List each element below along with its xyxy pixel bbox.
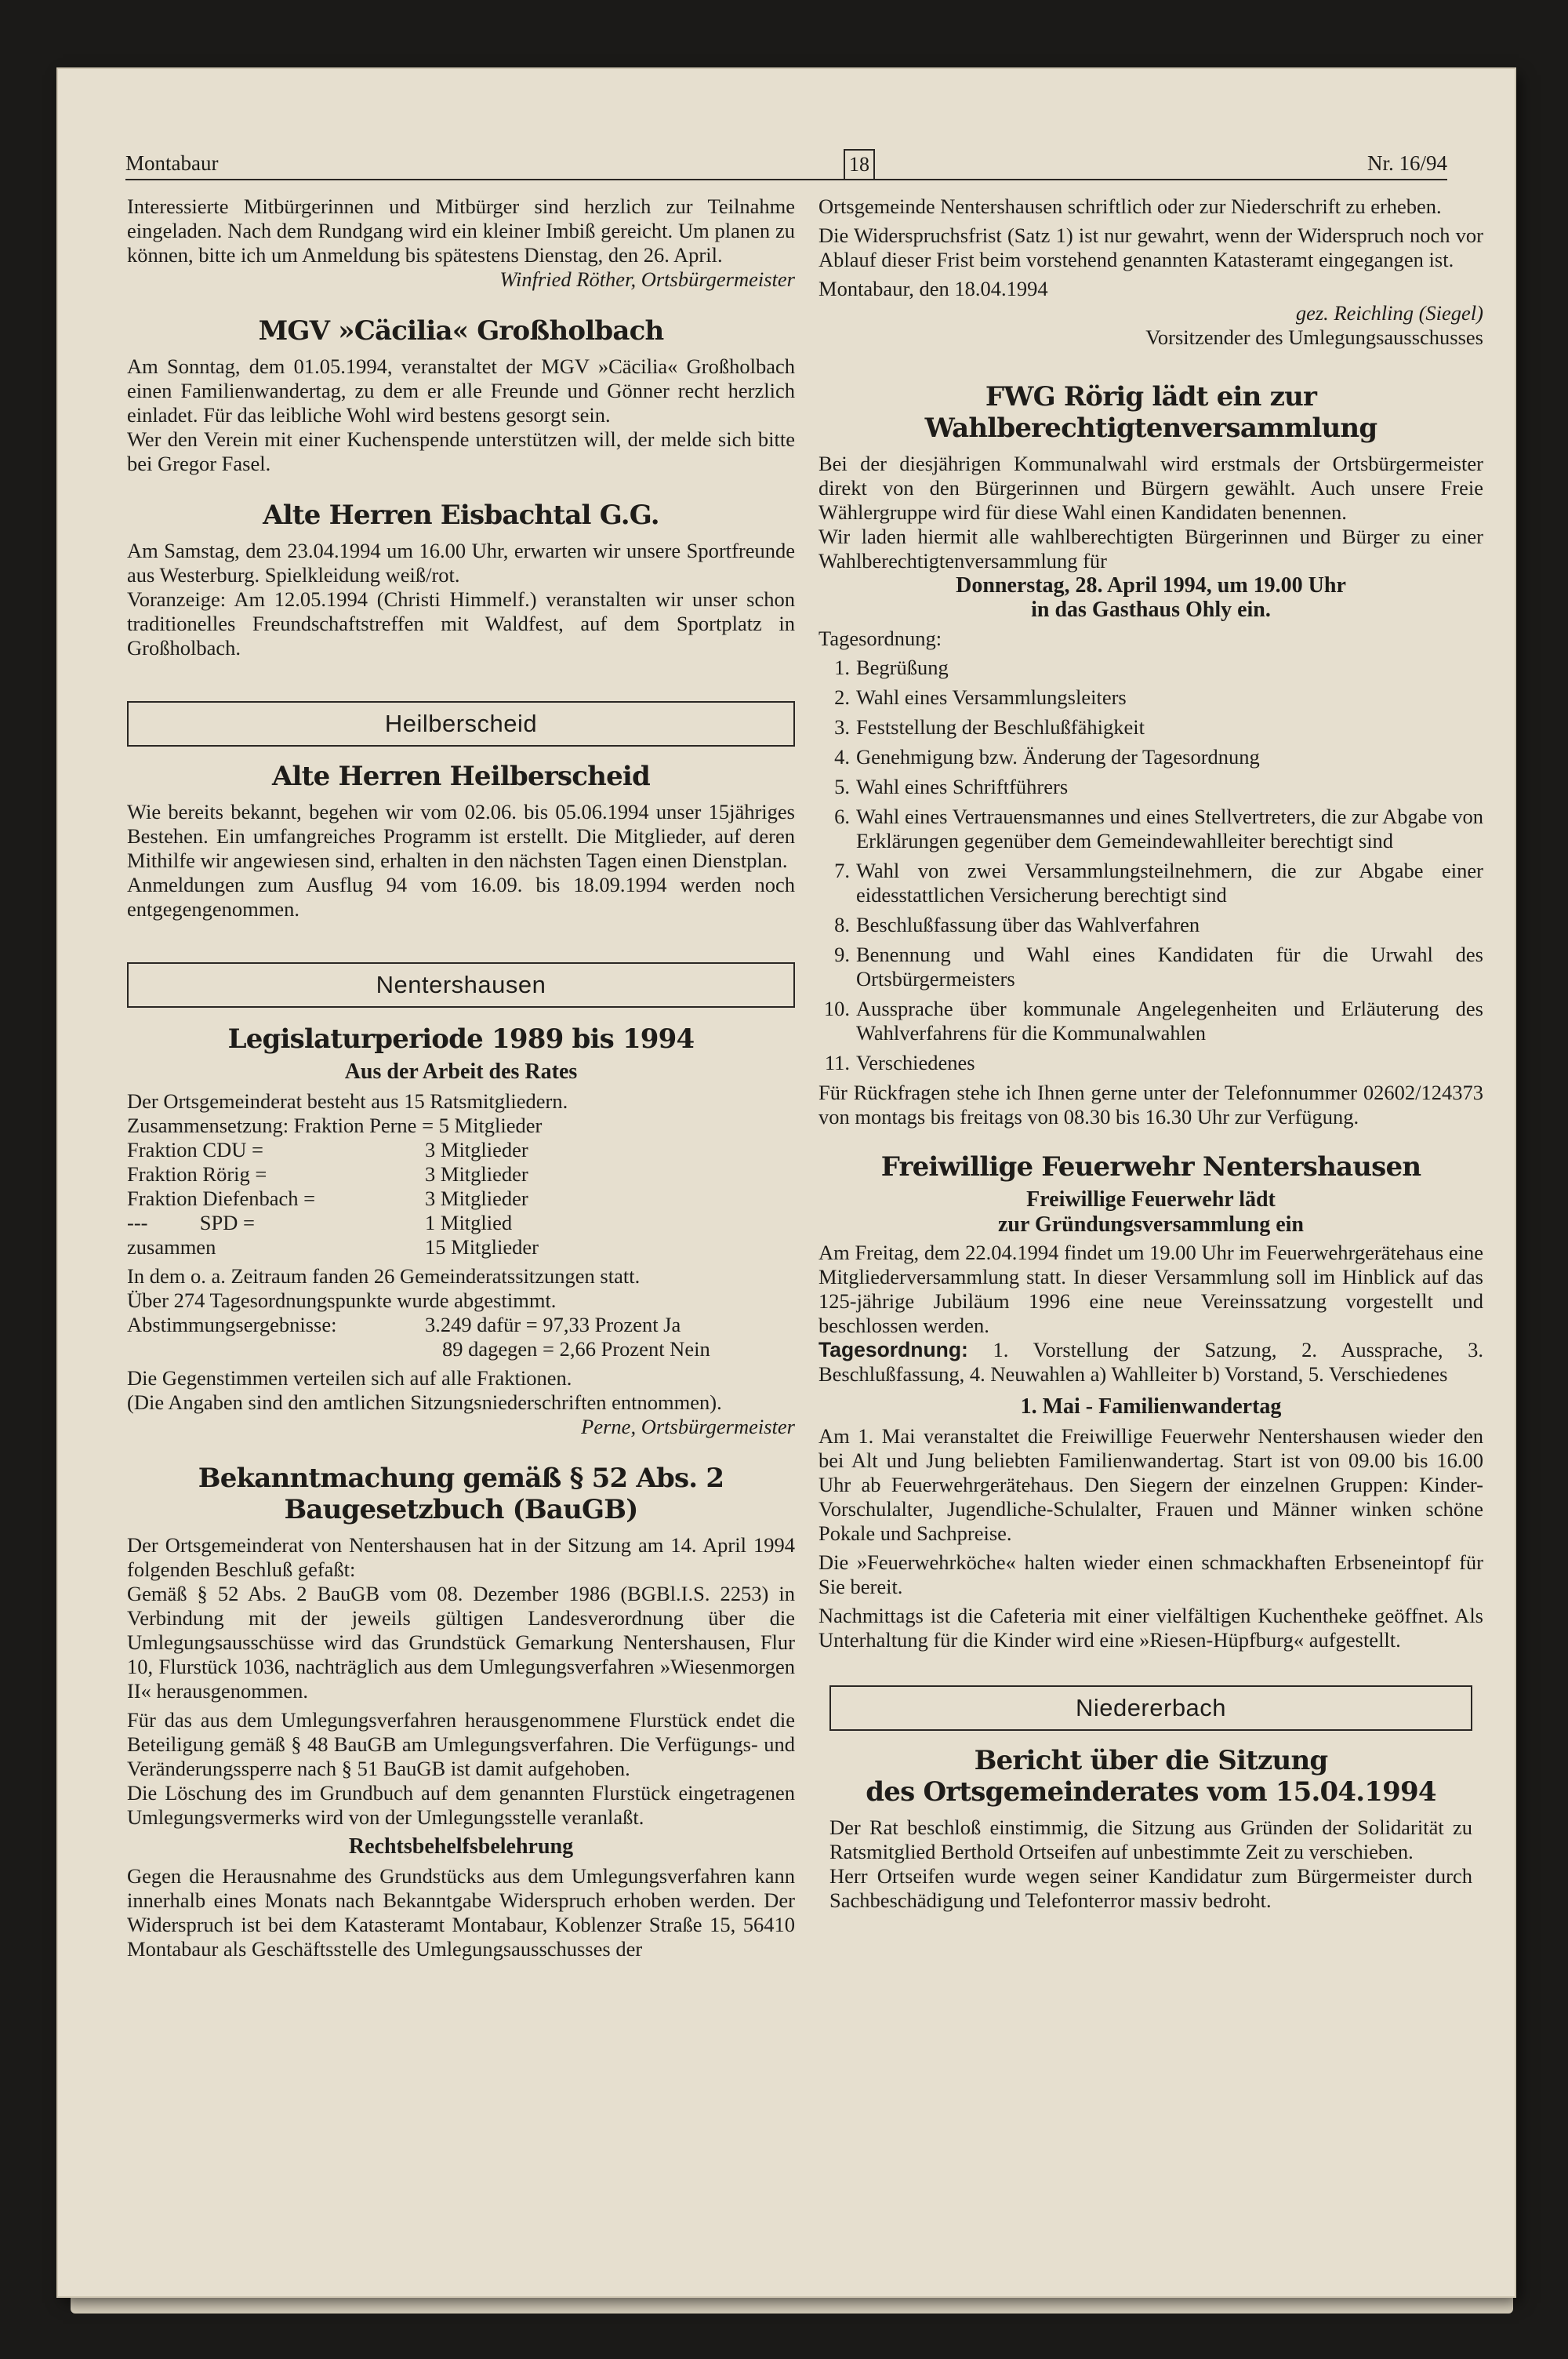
niedererbach-paragraph-1: Der Rat beschloß einstimmig, die Sitzung aus Gründen der Solidarität zu Ratsmitglied Berthold Ortseifen auf unbestimmte Zeit zu verschieben. [829, 1816, 1472, 1863]
heilberscheid-paragraph-1: Wie bereits bekannt, begehen wir vom 02.06. bis 05.06.1994 unser 15jähriges Bestehen. Ein umfangreiches Programm ist erstellt. Die Mitglieder, auf deren Mithilfe wir angewiesen sind, erhalten in den nächsten Tagen einen Dienstplan. [127, 800, 795, 872]
fraktion-row: zusammen 15 Mitglieder [127, 1235, 539, 1259]
fraktion-row: --- SPD = 1 Mitglied [127, 1211, 513, 1234]
section-box-nentershausen: Nentershausen [127, 962, 795, 1008]
header-town: Montabaur [125, 151, 219, 175]
rechtsbehelf-subheading: Rechtsbehelfsbelehrung [348, 1834, 574, 1859]
feuerwehr-paragraph-3: Die »Feuerwehrköche« halten wieder einen schmackhaften Erbseneintopf für Sie bereit. [818, 1550, 1483, 1598]
fwg-paragraph-3: Für Rückfragen stehe ich Ihnen gerne unter der Telefonnummer 02602/124373 von montags bis freitags von 08.30 bis 16.30 Uhr zur Verfügung. [818, 1081, 1483, 1129]
legislatur-subheading: Aus der Arbeit des Rates [344, 1060, 578, 1084]
mgv-paragraph-2: Wer den Verein mit einer Kuchenspende unterstützen will, der melde sich bitte bei Gregor Fasel. [127, 427, 795, 475]
continuation-signature: gez. Reichling (Siegel) [1295, 301, 1483, 325]
intro-signature: Winfried Röther, Ortsbürgermeister [499, 267, 795, 291]
right-column [818, 194, 1483, 1913]
list-item: 9. Benennung und Wahl eines Kandidaten für die Urwahl des Ortsbürgermeisters [834, 943, 1483, 990]
alte-herren-eisbachtal-heading: Alte Herren Eisbachtal G.G. [263, 500, 659, 531]
fwg-paragraph-2: Wir laden hiermit alle wahlberechtigten Bürgerinnen und Bürger zu einer Wahlberechtigtenversammlung für [818, 525, 1483, 572]
fwg-agenda-label: Tagesordnung: [818, 627, 942, 650]
left-column [127, 194, 795, 1961]
list-item: 8. Beschlußfassung über das Wahlverfahren [834, 913, 1200, 936]
list-item: 3. Feststellung der Beschlußfähigkeit [834, 715, 1145, 739]
fwg-agenda-list [818, 656, 1483, 1075]
niedererbach-heading: Bericht über die Sitzung des Ortsgemeinderates vom 15.04.1994 [866, 1745, 1436, 1808]
familienwandertag-subheading: 1. Mai - Familienwandertag [1020, 1394, 1282, 1419]
abstimmung-ja: 3.249 dafür = 97,33 Prozent Ja [425, 1313, 681, 1336]
feuerwehr-agenda: Tagesordnung: 1. Vorstellung der Satzung, 2. Aussprache, 3. Beschlußfassung, 4. Neuwahlen a) Wahlleiter b) Vorstand, 5. Verschiedenes [818, 1338, 1483, 1386]
feuerwehr-paragraph-4: Nachmittags ist die Cafeteria mit einer vielfältigen Kuchentheke geöffnet. Als Unterhaltung für die Kinder wird eine »Riesen-Hüpfburg« aufgestellt. [818, 1604, 1483, 1652]
list-item: 1. Begrüßung [834, 656, 949, 679]
page-header [125, 149, 1447, 180]
legislatur-line-6: (Die Angaben sind den amtlichen Sitzungsniederschriften entnommen). [127, 1390, 722, 1414]
eisbachtal-paragraph-2: Voranzeige: Am 12.05.1994 (Christi Himmelf.) veranstalten wir unser schon traditionelles Freundschaftstreffen mit Waldfest, auf dem Sportplatz in Großholbach. [127, 587, 795, 660]
fraktion-list [127, 1138, 795, 1259]
feuerwehr-subheading: Freiwillige Feuerwehr lädt zur Gründungsversammlung ein [998, 1187, 1304, 1237]
fwg-date-line-1: Donnerstag, 28. April 1994, um 19.00 Uhr [956, 573, 1346, 598]
section-box-niedererbach: Niedererbach [829, 1685, 1472, 1731]
mgv-paragraph-1: Am Sonntag, dem 01.05.1994, veranstaltet der MGV »Cäcilia« Großholbach einen Familienwandertag, zu dem er alle Freunde und Gönner recht herzlich einladet. Für das leibliche Wohl wird bestens gesorgt sein. [127, 354, 795, 427]
fraktion-row: Fraktion Rörig = 3 Mitglieder [127, 1162, 528, 1186]
list-item: 6. Wahl eines Vertrauensmannes und eines Stellvertreters, die zur Abgabe von Erklärungen gegenüber dem Gemeindewahlleiter berechtigt sind [834, 805, 1483, 852]
continuation-signature-role: Vorsitzender des Umlegungsausschusses [1145, 325, 1483, 349]
list-item: 7. Wahl von zwei Versammlungsteilnehmern, die zur Abgabe einer eidesstattlichen Versicherung berechtigt sind [834, 859, 1483, 907]
list-item: 5. Wahl eines Schriftführers [834, 775, 1069, 798]
bekanntmachung-heading: Bekanntmachung gemäß § 52 Abs. 2 Baugesetzbuch (BauGB) [198, 1463, 724, 1525]
list-item: 4. Genehmigung bzw. Änderung der Tagesordnung [834, 745, 1260, 769]
continuation-date: Montabaur, den 18.04.1994 [818, 277, 1048, 300]
list-item: 11. Verschiedenes [824, 1051, 975, 1074]
fwg-date-line-2: in das Gasthaus Ohly ein. [1031, 598, 1271, 622]
bekanntmachung-paragraph-1: Der Ortsgemeinderat von Nentershausen hat in der Sitzung am 14. April 1994 folgenden Beschluß gefaßt: [127, 1533, 795, 1581]
legislatur-line-4: Über 274 Tagesordnungspunkte wurde abgestimmt. [127, 1289, 557, 1312]
list-item: 2. Wahl eines Versammlungsleiters [834, 685, 1127, 709]
newspaper-page [58, 69, 1515, 2296]
alte-herren-heilberscheid-heading: Alte Herren Heilberscheid [271, 761, 651, 792]
legislatur-heading: Legislaturperiode 1989 bis 1994 [227, 1023, 695, 1055]
fraktion-row: Fraktion CDU = 3 Mitglieder [127, 1138, 528, 1161]
continuation-paragraph-2: Die Widerspruchsfrist (Satz 1) ist nur gewahrt, wenn der Widerspruch noch vor Ablauf dieser Frist beim vorstehend genannten Katasteramt eingegangen ist. [818, 224, 1483, 271]
legislatur-line-3: In dem o. a. Zeitraum fanden 26 Gemeinderatssitzungen statt. [127, 1264, 641, 1288]
legislatur-signature: Perne, Ortsbürgermeister [581, 1415, 795, 1438]
fwg-paragraph-1: Bei der diesjährigen Kommunalwahl wird erstmals der Ortsbürgermeister direkt von den Bürgerinnen und Bürgern gewählt. Auch unsere Freie Wählergruppe wird für diese Wahl einen Kandidaten benennen. [818, 452, 1483, 524]
intro-paragraph: Interessierte Mitbürgerinnen und Mitbürger sind herzlich zur Teilnahme eingeladen. Nach dem Rundgang wird ein kleiner Imbiß gereicht. Um planen zu können, bitte ich um Anmeldung bis spätestens Dienstag, den 26. April. [127, 194, 795, 267]
bekanntmachung-paragraph-5: Gegen die Herausnahme des Grundstücks aus dem Umlegungsverfahren kann innerhalb eines Monats nach Bekanntgabe Widerspruch erhoben werden. Der Widerspruch ist bei dem Katasteramt Montabaur, Koblenzer Straße 15, 56410 Montabaur als Geschäftsstelle des Umlegungsausschusses der [127, 1864, 795, 1961]
section-box-heilberscheid: Heilberscheid [127, 701, 795, 747]
bekanntmachung-paragraph-4: Die Löschung des im Grundbuch auf dem genannten Flurstück eingetragenen Umlegungsvermerks wird von der Umlegungsstelle veranlaßt. [127, 1781, 795, 1829]
fwg-heading: FWG Rörig lädt ein zur Wahlberechtigtenversammlung [924, 381, 1377, 444]
legislatur-line-5: Die Gegenstimmen verteilen sich auf alle Fraktionen. [127, 1366, 572, 1390]
feuerwehr-paragraph-2: Am 1. Mai veranstaltet die Freiwillige Feuerwehr Nentershausen wieder den bei Alt und Jung beliebten Familienwandertag. Start ist von 09.00 bis 16.00 Uhr ab Feuerwehrgerätehaus. Den Siegern der einzelnen Gruppen: Kinder-Vorschulalter, Jugendliche-Schulalter, Frauen und Männer winken schöne Pokale und Sachpreise. [818, 1424, 1483, 1545]
bekanntmachung-paragraph-2: Gemäß § 52 Abs. 2 BauGB vom 08. Dezember 1986 (BGBl.I.S. 2253) in Verbindung mit der jeweils gültigen Landesverordnung über die Umlegungsausschüsse wird das Grundstück Gemarkung Nentershausen, Flur 10, Flurstück 1036, nachträglich aus dem Umlegungsverfahren »Wiesenmorgen II« herausgenommen. [127, 1582, 795, 1703]
abstimmung-nein: 89 dagegen = 2,66 Prozent Nein [442, 1337, 710, 1361]
eisbachtal-paragraph-1: Am Samstag, dem 23.04.1994 um 16.00 Uhr, erwarten wir unsere Sportfreunde aus Westerburg. Spielkleidung weiß/rot. [127, 539, 795, 587]
mgv-heading: MGV »Cäcilia« Großholbach [258, 315, 664, 347]
abstimmung-row [127, 1313, 795, 1361]
bekanntmachung-paragraph-3: Für das aus dem Umlegungsverfahren herausgenommene Flurstück endet die Beteiligung gemäß § 48 BauGB am Umlegungsverfahren. Die Verfügungs- und Veränderungssperre nach § 51 BauGB ist damit aufgehoben. [127, 1708, 795, 1780]
list-item: 10. Aussprache über kommunale Angelegenheiten und Erläuterung des Wahlverfahrens für die Kommunalwahlen [823, 997, 1483, 1045]
issue-number: Nr. 16/94 [1367, 151, 1447, 175]
abstimmung-label: Abstimmungsergebnisse: [127, 1313, 337, 1336]
niedererbach-paragraph-2: Herr Ortseifen wurde wegen seiner Kandidatur zum Bürgermeister durch Sachbeschädigung und Telefonterror massiv bedroht. [829, 1864, 1472, 1912]
continuation-paragraph-1: Ortsgemeinde Nentershausen schriftlich oder zur Niederschrift zu erheben. [818, 194, 1442, 218]
fraktion-row: Fraktion Diefenbach = 3 Mitglieder [127, 1187, 528, 1210]
legislatur-line-2: Zusammensetzung: Fraktion Perne = 5 Mitglieder [127, 1114, 543, 1137]
feuerwehr-heading: Freiwillige Feuerwehr Nentershausen [880, 1151, 1421, 1183]
feuerwehr-paragraph-1: Am Freitag, dem 22.04.1994 findet um 19.00 Uhr im Feuerwehrgerätehaus eine Mitgliederversammlung statt. In dieser Versammlung soll im Hinblick auf das 125-jährige Jubiläum 1996 eine neue Vereinssatzung vorgestellt und beschlossen werden. [818, 1241, 1483, 1337]
legislatur-line-1: Der Ortsgemeinderat besteht aus 15 Ratsmitgliedern. [127, 1089, 568, 1113]
heilberscheid-paragraph-2: Anmeldungen zum Ausflug 94 vom 16.09. bis 18.09.1994 werden noch entgegengenommen. [127, 873, 795, 921]
page-number: 18 [844, 149, 875, 180]
